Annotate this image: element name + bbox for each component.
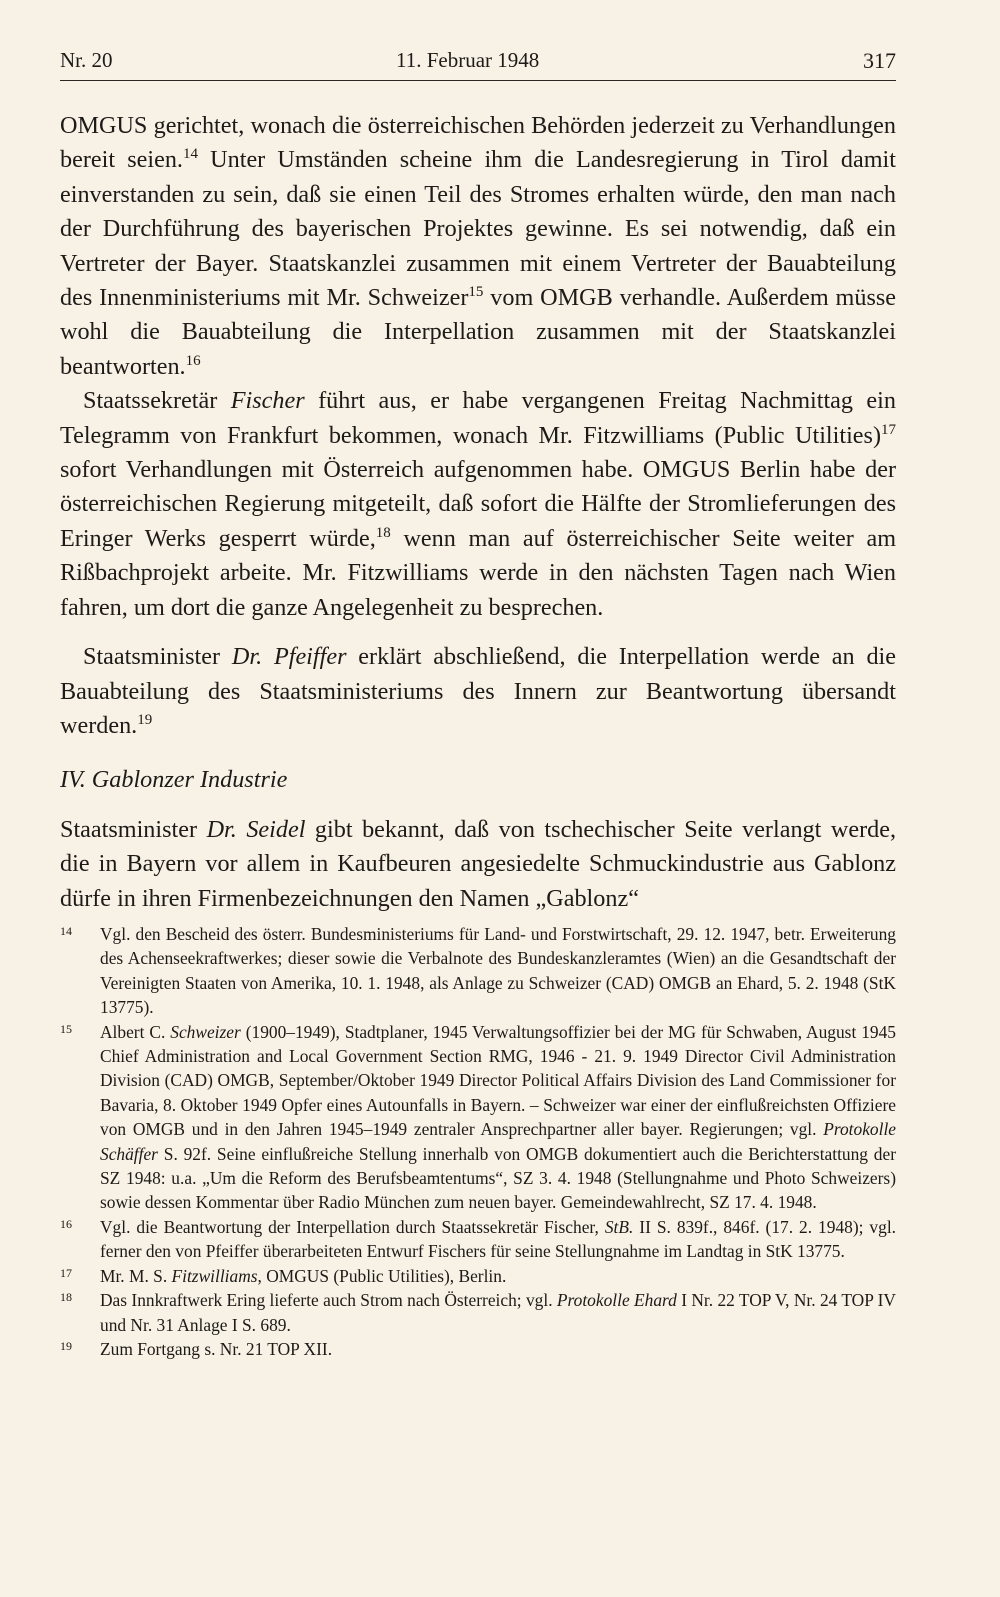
speaker-name: Fischer [230,387,305,415]
page-number: 317 [863,48,896,73]
footnote-number: 16 [60,1216,72,1231]
footnote-19: 19 Zum Fortgang s. Nr. 21 TOP XII. [60,1337,896,1361]
footnotes [60,922,896,1361]
footnote-16: 16 Vgl. die Beantwortung der Interpellation durch Staatssekretär Fischer, StB. II S. 839f., 846f. (17. 2. 1948); vgl. ferner den von Pfeiffer überarbeiteten Entwurf Fischers für seine Stellungnahme im Landtag in StK 13775. [60,1215,896,1264]
footnote-ref[interactable]: 18 [375,524,391,541]
document-number: Nr. 20 [60,48,113,72]
paragraph: Staatsminister Dr. Seidel gibt bekannt, daß von tschechischer Seite verlangt werde, die in Bayern vor allem in Kaufbeuren angesiedelte Schmuckindustrie aus Gablonz dürfe in ihren Firmenbezeichnungen den Namen „Gablonz“ [60,815,897,912]
section-heading: IV. Gablonzer Industrie [60,766,288,794]
paragraph: OMGUS gerichtet, wonach die österreichischen Behörden jederzeit zu Verhandlungen bereit seien.$^{14}$ Unter Umständen scheine ihm die Landesregierung in Tirol damit einverstanden zu sein, daß sie einen Teil des Stromes erhalten würde, den man nach der Durchführung des bayerischen Projektes gewinne. Es sei notwendig, daß ein Vertreter der Bayer. Staatskanzlei zusammen mit einem Vertreter der Bauabteilung des Innenministeriums mit Mr. Schweizer$^{15}$ vom OMGB verhandle. Außerdem müsse wohl die Bauabteilung die Interpellation zusammen mit der Staatskanzlei beantworten.$^{16}$ [60,112,896,380]
footnote-ref[interactable]: 16 [185,352,201,369]
footnote-ref[interactable]: 17 [881,421,896,438]
speaker-name: Dr. Pfeiffer [231,643,347,671]
footnote-ref[interactable]: 15 [468,284,484,301]
paragraph: Staatssekretär Fischer führt aus, er habe vergangenen Freitag Nachmittag ein Telegramm von Frankfurt bekommen, wonach Mr. Fitzwilliams (Public Utilities)$^{17}$ sofort Verhandlungen mit Österreich aufgenommen habe. OMGUS Berlin habe der österreichischen Regierung mitgeteilt, daß sofort die Hälfte der Stromlieferungen des Eringer Werks gesperrt würde,$^{18}$ wenn man auf österreichischer Seite weiter am Rißbachprojekt arbeite. Mr. Fitzwilliams werde in den nächsten Tagen nach Wien fahren, um dort die ganze Angelegenheit zu besprechen. [60,387,897,621]
footnote-number: 18 [60,1290,72,1305]
footnote-15: 15 Albert C. Schweizer (1900–1949), Stadtplaner, 1945 Verwaltungsoffizier bei der MG für Schwaben, August 1945 Chief Administration and Local Government Section RMG, 1946 - 21. 9. 1949 Director Civil Administration Division (CAD) OMGB, September/Oktober 1949 Director Political Affairs Division des Land Commissioner for Bavaria, 8. Oktober 1949 Opfer eines Autounfalls in Bayern. – Schweizer war einer der einflußreichsten Offiziere von OMGB und in den Jahren 1945–1949 zentraler Ansprechpartner aller bayer. Regierungen; vgl. Protokolle Schäffer S. 92f. Seine einflußreiche Stellung innerhalb von OMGB dokumentiert auch die Berichterstattung der SZ 1948: u.a. „Um die Reform des Berufsbeamtentums“, SZ 3. 4. 1948 (Stellungnahme und Photo Schweizers) sowie dessen Kommentar über Radio München zum neuen bayer. Gemeindewahlrecht, SZ 17. 4. 1948. [60,1020,896,1215]
footnote-14: 14 Vgl. den Bescheid des österr. Bundesministeriums für Land- und Forstwirtschaft, 29. 12. 1947, betr. Erweiterung des Achenseekraftwerkes; dieser sowie die Verbalnote des Bundeskanzleramtes (Wien) an die Gesandtschaft der Vereinigten Staaten von Amerika, 10. 1. 1948, als Anlage zu Schweizer (CAD) OMGB an Ehard, 5. 2. 1948 (StK 13775). [60,922,896,1020]
header-date: 11. Februar 1948 [396,48,540,72]
footnote-ref[interactable]: 19 [137,711,153,728]
running-header [60,46,896,81]
footnote-number: 19 [60,1338,72,1353]
footnote-number: 14 [60,924,72,938]
speaker-name: Dr. Seidel [206,815,306,843]
paragraph: Staatsminister Dr. Pfeiffer erklärt abschließend, die Interpellation werde an die Bauabteilung des Staatsministeriums des Innern zur Beantwortung übersandt werden.$^{19}$ [60,643,896,739]
footnote-number: 17 [60,1265,72,1280]
main-text [60,109,896,916]
footnote-18: 18 Das Innkraftwerk Ering lieferte auch Strom nach Österreich; vgl. Protokolle Ehard I Nr. 22 TOP V, Nr. 24 TOP IV und Nr. 31 Anlage I S. 689. [60,1288,896,1337]
footnote-17: 17 Mr. M. S. Fitzwilliams, OMGUS (Public Utilities), Berlin. [60,1264,896,1288]
footnote-ref[interactable]: 14 [182,146,198,163]
footnote-number: 15 [60,1021,72,1036]
